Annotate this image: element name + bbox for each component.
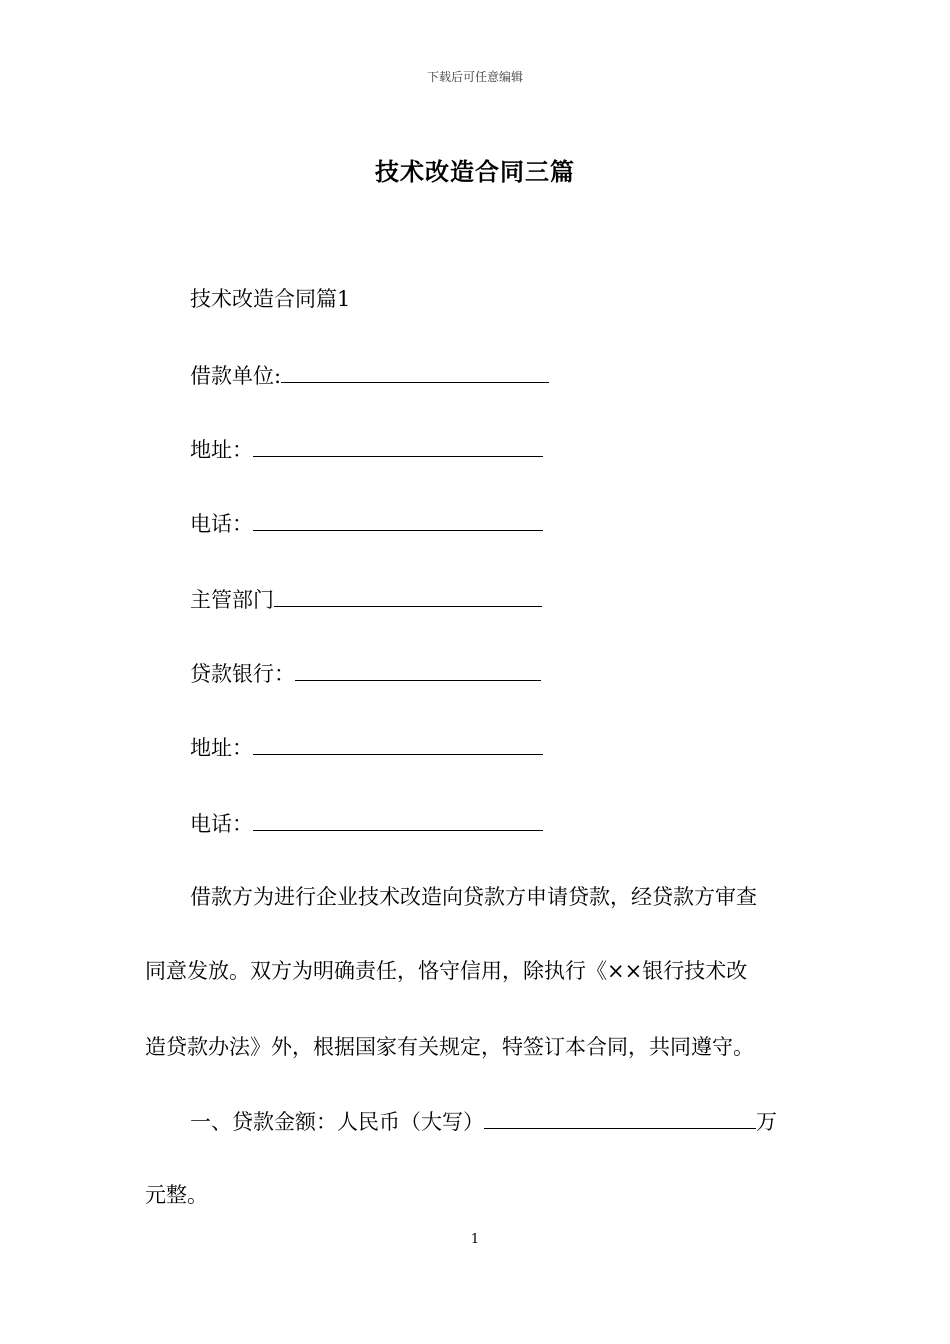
field-label: 电话：: [190, 512, 253, 536]
field-bank-phone: [190, 808, 543, 839]
field-blank: [253, 732, 543, 755]
clause-one-continuation: 元整。: [145, 1183, 208, 1207]
field-label: 主管部门: [190, 588, 274, 612]
paragraph-line: 造贷款办法》外，根据国家有关规定，特签订本合同，共同遵守。: [145, 1035, 754, 1059]
page-number: 1: [470, 1232, 480, 1247]
field-blank: [274, 584, 542, 607]
field-blank: [253, 808, 543, 831]
field-borrower: [190, 360, 549, 391]
field-label: 借款单位:: [190, 364, 282, 388]
field-bank-address: [190, 732, 543, 763]
field-borrower-phone: [190, 508, 543, 539]
amount-blank: [484, 1106, 756, 1129]
field-blank: [253, 434, 543, 457]
document-title: 技术改造合同三篇: [375, 157, 575, 186]
field-blank: [295, 658, 541, 681]
field-label: 贷款银行：: [190, 662, 295, 686]
field-label: 地址：: [190, 438, 253, 462]
paragraph-line: 借款方为进行企业技术改造向贷款方申请贷款，经贷款方审查: [190, 885, 757, 909]
clause-prefix: 一、贷款金额：人民币（大写）: [190, 1110, 484, 1134]
field-blank: [253, 508, 543, 531]
section-heading: 技术改造合同篇1: [190, 287, 351, 311]
field-blank: [281, 360, 549, 383]
field-label: 电话：: [190, 812, 253, 836]
field-lending-bank: [190, 658, 541, 689]
header-note: 下载后可任意编辑: [426, 70, 523, 84]
field-label: 地址：: [190, 736, 253, 760]
clause-suffix: 万: [756, 1110, 777, 1134]
field-borrower-address: [190, 434, 543, 465]
clause-one: [190, 1106, 777, 1137]
field-supervisor: [190, 584, 542, 615]
paragraph-line: 同意发放。双方为明确责任，恪守信用，除执行《××银行技术改: [145, 959, 748, 983]
